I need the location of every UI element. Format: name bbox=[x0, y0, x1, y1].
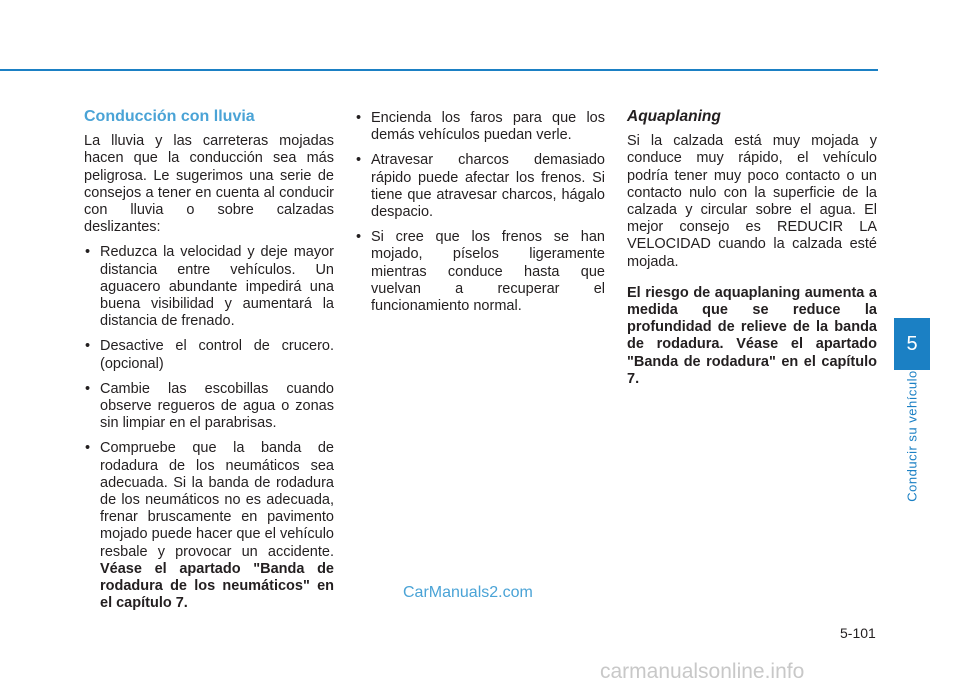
chapter-number: 5 bbox=[906, 332, 918, 355]
footer-watermark: carmanualsonline.info bbox=[600, 660, 805, 683]
list-item: • Encienda los faros para que los demás vehículos puedan verle. bbox=[356, 110, 605, 144]
aquaplaning-warning: El riesgo de aquaplaning aumenta a medida que se reduce la profundidad de relieve de la banda de rodadura. Véase el apartado "Banda de rodadura" en el capítulo 7. bbox=[627, 284, 877, 387]
section-heading-rain: Conducción con lluvia bbox=[84, 108, 255, 125]
bullet-icon: • bbox=[356, 229, 362, 246]
rain-tips-list-continued bbox=[355, 110, 605, 315]
list-item: • Atravesar charcos demasiado rápido puede afectar los frenos. Si tiene que atravesar charcos, hágalo despacio. bbox=[356, 152, 605, 221]
watermark-link[interactable]: CarManuals2.com bbox=[403, 584, 533, 601]
bullet-icon: • bbox=[85, 338, 91, 355]
column-1 bbox=[84, 108, 334, 620]
list-item: • Cambie las escobillas cuando observe regueros de agua o zonas sin limpiar en el parabrisas. bbox=[85, 380, 334, 432]
column-3 bbox=[627, 108, 877, 396]
list-item: • Reduzca la velocidad y deje mayor distancia entre vehículos. Un aguacero abundante impedirá una buena visibilidad y aumentará la distancia de frenado. bbox=[85, 244, 334, 330]
bullet-icon: • bbox=[85, 244, 91, 261]
aquaplaning-paragraph: Si la calzada está muy mojada y conduce muy rápido, el vehículo podría tener muy poco contacto o un contacto nulo con la superficie de la calzada y circular sobre el agua. El mejor consejo es REDUCIR LA VELOCIDAD cuando la calzada esté mojada. bbox=[627, 133, 877, 270]
bullet-icon: • bbox=[85, 380, 91, 397]
rain-tips-list bbox=[84, 244, 334, 612]
list-item: • Desactive el control de crucero. (opcional) bbox=[85, 338, 334, 372]
column-2 bbox=[355, 110, 605, 323]
tread-reference: Véase el apartado "Banda de rodadura de los neumáticos" en el capítulo 7. bbox=[100, 560, 334, 612]
bullet-icon: • bbox=[356, 110, 362, 126]
list-item bbox=[84, 440, 334, 612]
bullet-icon: • bbox=[356, 152, 362, 169]
chapter-number-tab bbox=[894, 318, 930, 370]
page-number: 5-101 bbox=[840, 625, 876, 641]
intro-paragraph: La lluvia y las carreteras mojadas hacen que la conducción sea más peligrosa. Le sugerimos una serie de consejos a tener en cuenta al conducir con lluvia o sobre calzadas deslizantes: bbox=[84, 133, 334, 236]
bullet-icon: • bbox=[85, 440, 91, 457]
chapter-title: Conducir su vehículo bbox=[904, 370, 920, 502]
list-item: • Si cree que los frenos se han mojado, píselos ligeramente mientras conduce hasta que vuelvan a recuperar el funcionamiento normal. bbox=[356, 229, 605, 315]
section-heading-aquaplaning: Aquaplaning bbox=[627, 108, 721, 125]
top-rule bbox=[0, 69, 878, 71]
tread-check-text: Compruebe que la banda de rodadura de los neumáticos sea adecuada. Si la banda de rodadura de los neumáticos no es adecuada, frenar bruscamente en pavimento mojado puede hacer que el vehículo resbale y provocar un accidente. bbox=[100, 440, 334, 560]
